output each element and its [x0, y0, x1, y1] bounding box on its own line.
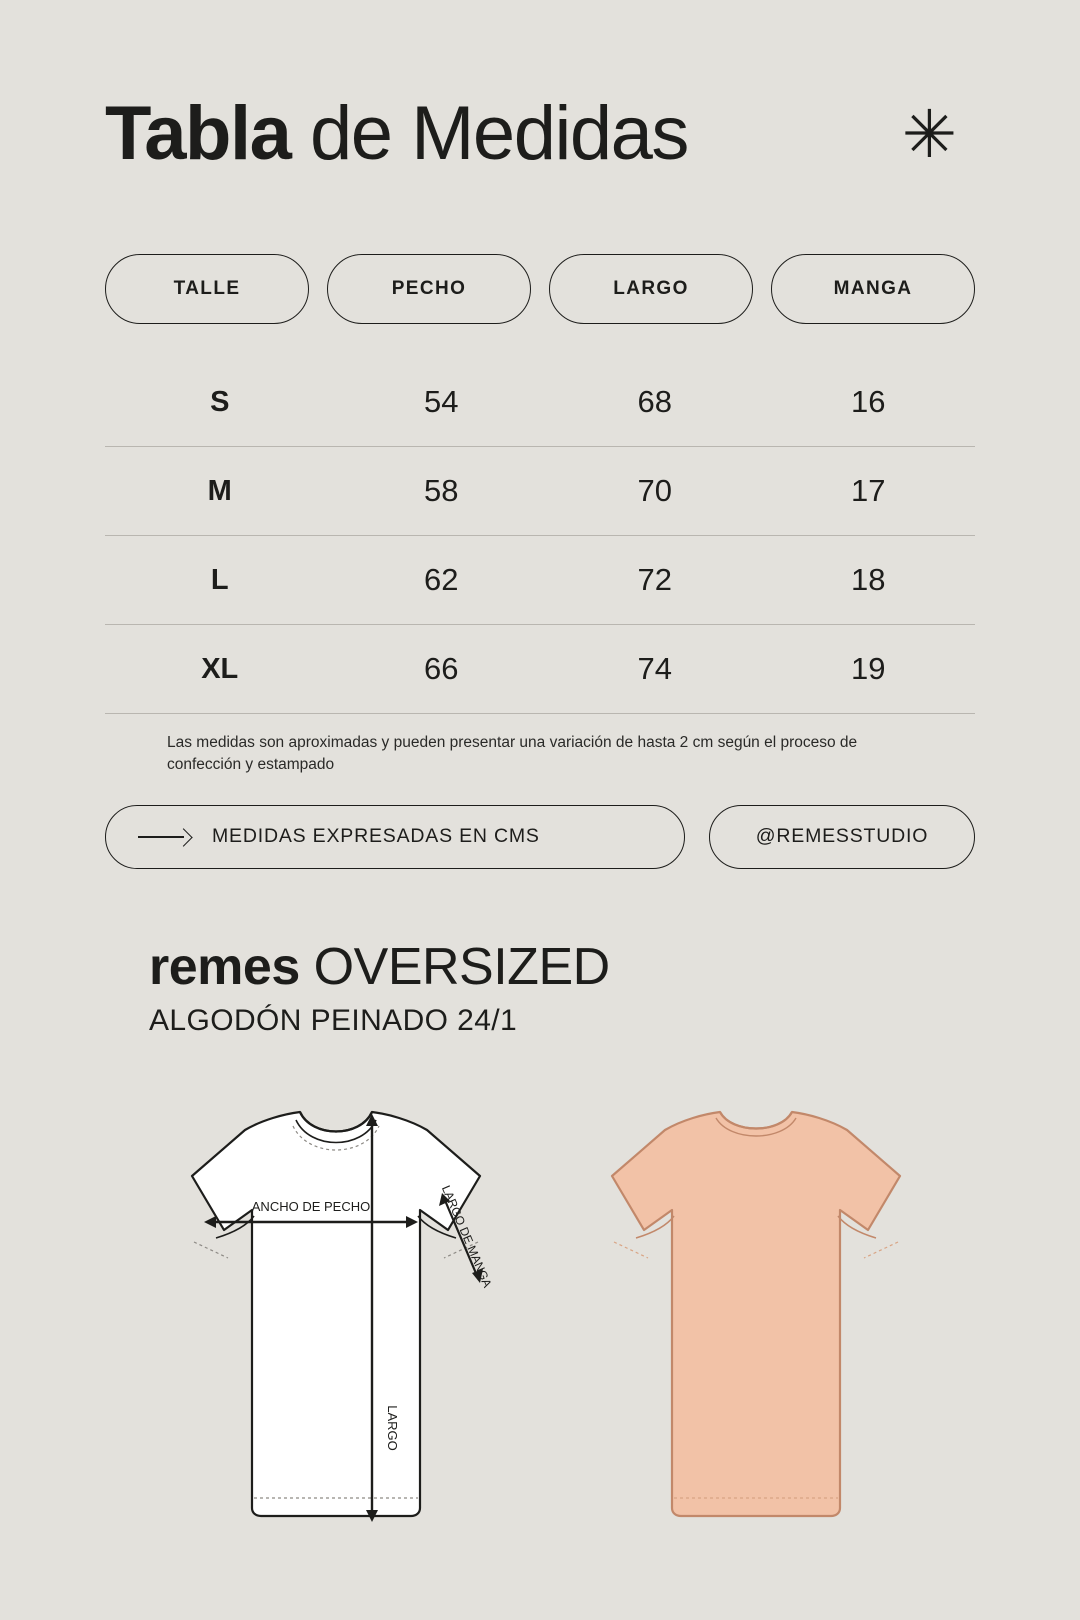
brand-title — [149, 937, 975, 996]
brand-product: OVERSIZED — [299, 937, 610, 996]
cell-manga: 17 — [761, 447, 975, 536]
units-pill-label: MEDIDAS EXPRESADAS EN CMS — [212, 825, 540, 848]
title-row — [105, 0, 975, 176]
page-title-light: de Medidas — [290, 91, 688, 176]
disclaimer-text: Las medidas son aproximadas y pueden presentar una variación de hasta 2 cm según el proceso de confección y estampado — [167, 734, 858, 774]
cell-talle: M — [105, 447, 334, 536]
tshirt-illustration — [0, 1098, 1080, 1620]
cell-largo: 68 — [548, 362, 762, 447]
cell-largo: 70 — [548, 447, 762, 536]
cell-manga: 19 — [761, 625, 975, 714]
cell-pecho: 54 — [334, 362, 548, 447]
header-pill-largo: LARGO — [549, 254, 753, 324]
tshirt-back — [612, 1112, 900, 1516]
cell-pecho: 62 — [334, 536, 548, 625]
header-pill-pecho: PECHO — [327, 254, 531, 324]
table-header-pills — [105, 254, 975, 324]
cell-pecho: 66 — [334, 625, 548, 714]
tshirt-front — [192, 1112, 494, 1522]
cell-manga: 16 — [761, 362, 975, 447]
header-pill-talle: TALLE — [105, 254, 309, 324]
brand-name: remes — [149, 937, 300, 996]
brand-subtitle: ALGODÓN PEINADO 24/1 — [149, 1003, 518, 1037]
length-measure-label: LARGO — [385, 1405, 400, 1451]
units-pill — [105, 805, 685, 869]
instagram-pill[interactable] — [709, 805, 975, 869]
cell-talle: S — [105, 362, 334, 447]
measurements-table — [105, 362, 975, 714]
arrow-right-icon — [138, 830, 190, 844]
table-row — [105, 362, 975, 447]
cell-talle: XL — [105, 625, 334, 714]
asterisk-icon: ✳ — [901, 97, 957, 171]
page-title — [105, 91, 688, 176]
table-row — [105, 536, 975, 625]
chest-measure-label: ANCHO DE PECHO — [251, 1199, 371, 1214]
table-row — [105, 625, 975, 714]
footer-pills — [105, 805, 975, 869]
header-pill-manga: MANGA — [771, 254, 975, 324]
instagram-handle-label: @REMESSTUDIO — [755, 825, 929, 848]
sleeve-measure-label: LARGO DE MANGA — [438, 1183, 495, 1290]
cell-largo: 72 — [548, 536, 762, 625]
cell-manga: 18 — [761, 536, 975, 625]
brand-block — [105, 937, 975, 1038]
cell-largo: 74 — [548, 625, 762, 714]
table-row — [105, 447, 975, 536]
cell-talle: L — [105, 536, 334, 625]
page-title-strong: Tabla — [105, 91, 291, 176]
cell-pecho: 58 — [334, 447, 548, 536]
